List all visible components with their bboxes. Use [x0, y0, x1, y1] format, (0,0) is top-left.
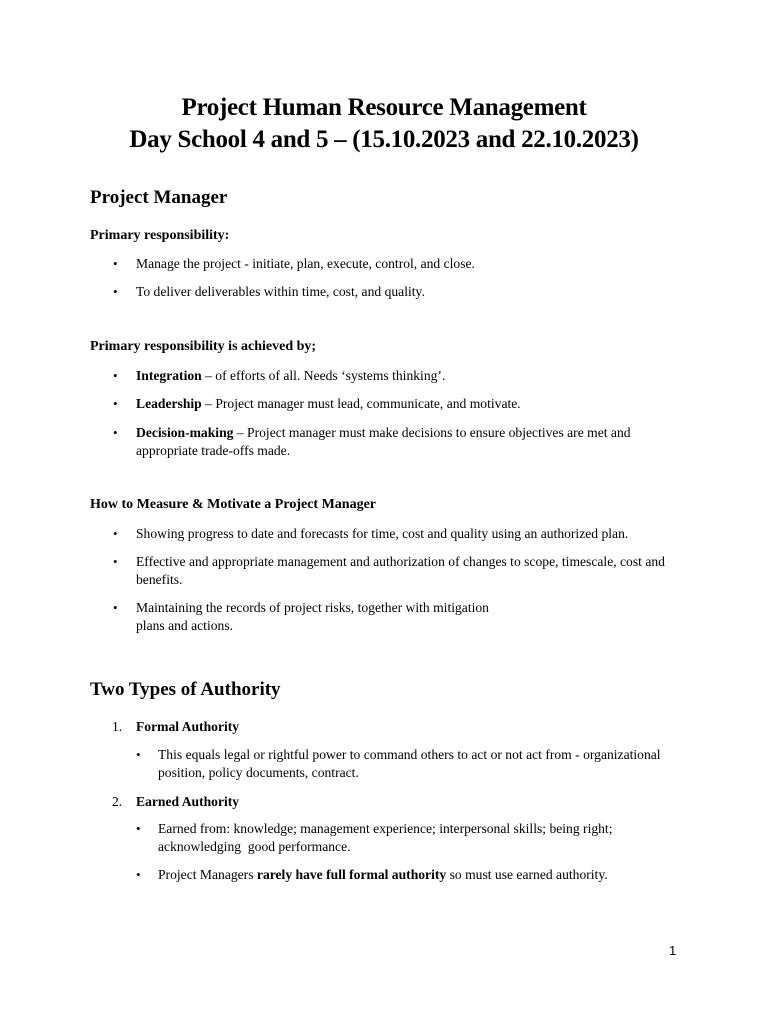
bullet: •: [136, 821, 141, 836]
heading-project-manager: Project Manager: [90, 187, 228, 208]
term-leadership: Leadership: [136, 396, 202, 411]
page-number: 1: [669, 943, 677, 958]
label-formal-authority: Formal Authority: [136, 719, 240, 734]
bullet: •: [113, 396, 118, 411]
list-item: [136, 367, 445, 385]
list-item: [136, 424, 631, 442]
list-item-continuation: acknowledging good performance.: [158, 839, 351, 854]
list-item: Effective and appropriate management and authorization of changes to scope, timescale, cost and: [136, 554, 665, 569]
bullet: •: [136, 747, 141, 762]
list-item: Showing progress to date and forecasts for time, cost and quality using an authorized plan.: [136, 526, 629, 541]
pm-text-post: so must use earned authority.: [446, 867, 608, 882]
list-item-continuation: plans and actions.: [136, 618, 234, 633]
bullet: •: [113, 368, 118, 383]
term-decision-making: Decision-making: [136, 425, 234, 440]
list-item: This equals legal or rightful power to command others to act or not act from - organizational: [158, 747, 661, 762]
heading-two-types-of-authority: Two Types of Authority: [90, 679, 281, 700]
list-item: Manage the project - initiate, plan, execute, control, and close.: [136, 256, 475, 271]
label-primary-responsibility: Primary responsibility:: [90, 228, 230, 243]
title-line-1: Project Human Resource Management: [181, 94, 587, 121]
list-item-continuation: appropriate trade-offs made.: [136, 443, 291, 458]
bullet: •: [113, 284, 118, 299]
bullet: •: [113, 600, 118, 615]
pm-text-bold: rarely have full formal authority: [256, 867, 447, 882]
label-earned-authority: Earned Authority: [136, 794, 240, 809]
bullet: •: [113, 526, 118, 541]
bullet: •: [113, 256, 118, 271]
term-text: – Project manager must make decisions to ensure objectives are met and: [233, 425, 631, 440]
list-item: [136, 395, 521, 413]
label-achieved-by: Primary responsibility is achieved by;: [90, 339, 317, 354]
bullet: •: [136, 867, 141, 882]
list-item: [158, 866, 608, 884]
title-line-2: Day School 4 and 5 – (15.10.2023 and 22.10.2023): [129, 126, 639, 153]
list-number: 1.: [112, 719, 123, 734]
term-integration: Integration: [136, 368, 202, 383]
list-item: Maintaining the records of project risks, together with mitigation: [136, 600, 489, 615]
list-number: 2.: [112, 794, 123, 809]
pm-text-pre: Project Managers: [158, 867, 257, 882]
term-text: – Project manager must lead, communicate, and motivate.: [201, 396, 521, 411]
list-item-continuation: position, policy documents, contract.: [158, 765, 359, 780]
list-item: To deliver deliverables within time, cost, and quality.: [136, 284, 425, 299]
list-item: Earned from: knowledge; management experience; interpersonal skills; being right;: [158, 821, 613, 836]
list-item-continuation: benefits.: [136, 572, 183, 587]
label-measure-motivate: How to Measure & Motivate a Project Manager: [90, 497, 376, 512]
bullet: •: [113, 425, 118, 440]
bullet: •: [113, 554, 118, 569]
term-text: – of efforts of all. Needs ‘systems thinking’.: [201, 368, 446, 383]
